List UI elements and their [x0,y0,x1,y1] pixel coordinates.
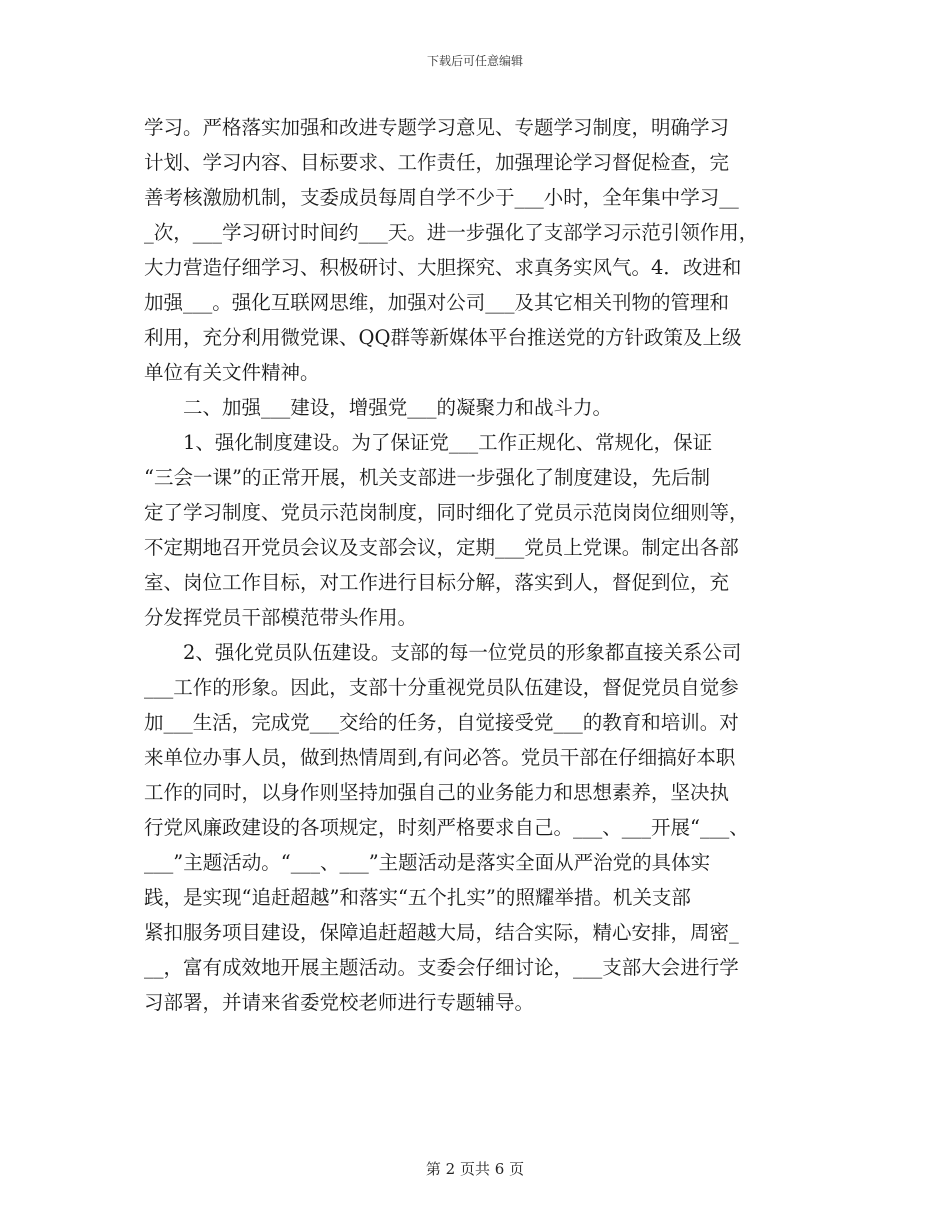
text-line: 紧扣服务项目建设，保障追赶超越大局，结合实际，精心安排，周密_ [144,921,739,944]
text-line: 善考核激励机制，支委成员每周自学不少于___小时，全年集中学习__ [144,186,739,209]
text-line: 来单位办事人员，做到热情周到,有问必答。党员干部在仔细搞好本职 [144,746,736,769]
text-line: 加___生活，完成党___交给的任务，自觉接受党___的教育和培训。对 [144,711,739,734]
text-line: 1、强化制度建设。为了保证党___工作正规化、常规化，保证 [144,431,713,454]
text-line: “三会一课”的正常开展，机关支部进一步强化了制度建设，先后制 [144,466,710,489]
text-line: 分发挥党员干部模范带头作用。 [144,606,418,629]
text-line: 室、岗位工作目标，对工作进行目标分解，落实到人，督促到位，充 [144,571,730,594]
document-body [144,110,808,1020]
text-line: 工作的同时，以身作则坚持加强自己的业务能力和思想素养，坚决执 [144,781,730,804]
text-line: 习部署，并请来省委党校老师进行专题辅导。 [144,991,535,1014]
text-line: 学习。严格落实加强和改进专题学习意见、专题学习制度，明确学习 [144,116,730,139]
text-line: 利用，充分利用微党课、QQ群等新媒体平台推送党的方针政策及上级 [144,326,742,349]
text-line: 2、强化党员队伍建设。支部的每一位党员的形象都直接关系公司 [144,641,742,664]
page-header: 下载后可任意编辑 [426,54,523,68]
text-line: ___”主题活动。“___、___”主题活动是落实全面从严治党的具体实 [144,851,711,874]
text-line: 定了学习制度、党员示范岗制度，同时细化了党员示范岗岗位细则等， [144,501,749,524]
text-line: 大力营造仔细学习、积极研讨、大胆探究、求真务实风气。4．改进和 [144,256,742,279]
section-heading: 二、加强___建设，增强党___的凝聚力和战斗力。 [144,396,613,419]
text-line: ___工作的形象。因此，支部十分重视党员队伍建设，督促党员自觉参 [144,676,739,699]
page-number: 第 2 页共 6 页 [425,1160,525,1178]
text-line: 不定期地召开党员会议及支部会议，定期___党员上党课。制定出各部 [144,536,739,559]
text-line: 行党风廉政建设的各项规定，时刻严格要求自己。___、___开展“___、 [144,816,749,839]
text-line: 单位有关文件精神。 [144,361,320,384]
text-line: 加强___。强化互联网思维，加强对公司___及其它相关刊物的管理和 [144,291,730,314]
text-line: 计划、学习内容、目标要求、工作责任，加强理论学习督促检查，完 [144,151,730,174]
text-line: 践，是实现“追赶超越”和落实“五个扎实”的照耀举措。机关支部 [144,886,691,909]
text-line: _次，___学习研讨时间约___天。进一步强化了支部学习示范引领作用， [144,221,759,244]
text-line: __，富有成效地开展主题活动。支委会仔细讨论，___支部大会进行学 [144,956,739,979]
